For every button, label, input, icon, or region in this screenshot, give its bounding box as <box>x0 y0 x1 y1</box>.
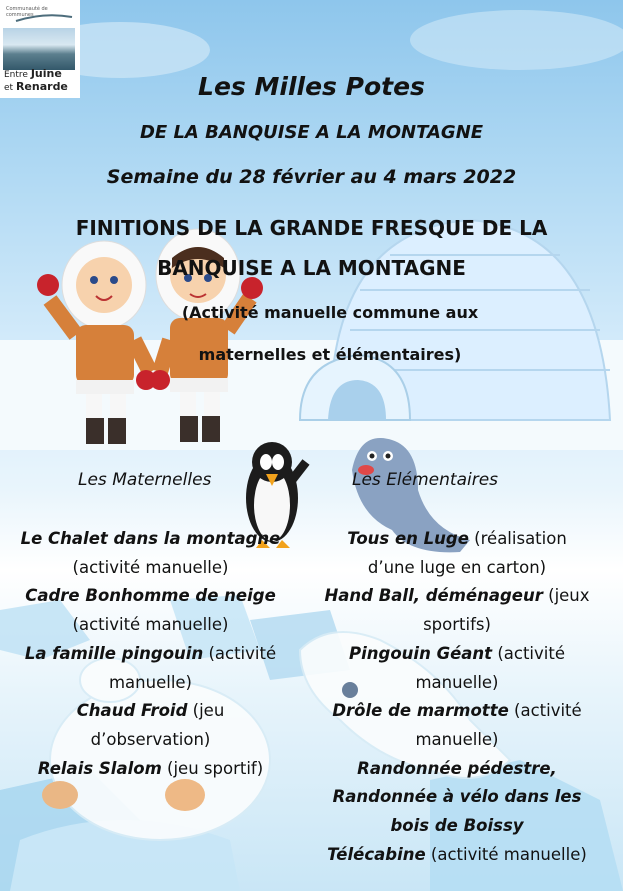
activity-line <box>8 697 293 726</box>
logo-name-prefix-1: Entre <box>4 70 28 80</box>
page-subtitle: DE LA BANQUISE A LA MONTAGNE <box>139 122 484 143</box>
activity-type: (activité manuelle) <box>425 844 587 864</box>
activity-type: manuelle) <box>108 672 192 692</box>
activity-type: (activité <box>492 643 565 663</box>
activity-line <box>8 525 293 554</box>
activity-line <box>8 554 293 583</box>
week-dates: Semaine du 28 février au 4 mars 2022 <box>106 166 517 188</box>
activity-line <box>8 755 293 784</box>
activity-line <box>307 783 607 812</box>
activity-name: Tous en Luge <box>347 529 469 548</box>
activity-type: (activité <box>508 701 582 721</box>
activity-type: manuelle) <box>415 672 499 692</box>
activity-name: Drôle de marmotte <box>332 701 509 721</box>
activity-line <box>307 755 607 784</box>
activity-name: bois de Boissy <box>390 816 524 836</box>
activity-line <box>307 841 607 870</box>
activity-heading-line: BANQUISE A LA MONTAGNE <box>157 256 466 280</box>
activity-note-line: (Activité manuelle commune aux <box>181 303 479 322</box>
logo-landscape-image <box>3 28 75 70</box>
activity-type: (activité manuelle) <box>72 615 229 635</box>
activity-line <box>8 640 293 669</box>
activity-line <box>307 582 607 611</box>
activity-line <box>307 812 607 841</box>
activity-type: (activité manuelle) <box>72 557 229 577</box>
activity-name: Le Chalet dans la montagne <box>20 529 281 548</box>
logo-name-prefix-2: et <box>4 83 14 93</box>
activity-name: La famille pingouin <box>24 643 204 663</box>
cloud-shape <box>410 10 623 70</box>
elementaires-heading: Les Elémentaires <box>352 470 499 490</box>
activity-type: (jeux <box>542 586 590 606</box>
activity-type: d’observation) <box>90 729 211 749</box>
page-title: Les Milles Potes <box>198 72 425 101</box>
elementaires-activity-list <box>307 525 607 869</box>
activity-name: Cadre Bonhomme de neige <box>25 586 276 606</box>
activity-line <box>8 611 293 640</box>
activity-name: Hand Ball, déménageur <box>324 586 543 606</box>
activity-line <box>307 669 607 698</box>
logo-small-text: Communauté de communes <box>6 6 48 18</box>
activity-line <box>307 554 607 583</box>
activity-name: Randonnée à vélo dans les <box>332 787 582 807</box>
logo-name-renarde: Renarde <box>15 80 68 93</box>
activity-name: Randonnée pédestre, <box>357 758 557 778</box>
activity-name: Télécabine <box>327 844 426 864</box>
activity-type: manuelle) <box>415 729 499 749</box>
maternelles-heading: Les Maternelles <box>78 470 212 490</box>
activity-line <box>307 726 607 755</box>
activity-line <box>307 525 607 554</box>
activity-type: (jeu <box>187 701 225 721</box>
activity-line <box>8 582 293 611</box>
logo-name-juine: Juine <box>30 67 62 80</box>
activity-heading <box>20 208 603 288</box>
activity-name: Relais Slalom <box>37 758 162 778</box>
activity-type: (jeu sportif) <box>161 758 264 778</box>
activity-note-line: maternelles et élémentaires) <box>198 345 462 364</box>
activity-note <box>110 292 550 376</box>
activity-line <box>307 640 607 669</box>
activity-type: d’une luge en carton) <box>367 557 547 577</box>
activity-heading-line: FINITIONS DE LA GRANDE FRESQUE DE LA <box>75 216 548 240</box>
activity-line <box>8 669 293 698</box>
activity-type: sportifs) <box>423 615 491 635</box>
activity-type: (activité <box>203 643 277 663</box>
activity-line <box>307 697 607 726</box>
activity-line <box>8 726 293 755</box>
activity-line <box>307 611 607 640</box>
logo-swoosh-icon <box>14 12 74 24</box>
activity-type: (réalisation <box>468 529 567 548</box>
activity-name: Pingouin Géant <box>349 643 493 663</box>
activity-name: Chaud Froid <box>76 701 188 721</box>
maternelles-activity-list <box>8 525 293 783</box>
